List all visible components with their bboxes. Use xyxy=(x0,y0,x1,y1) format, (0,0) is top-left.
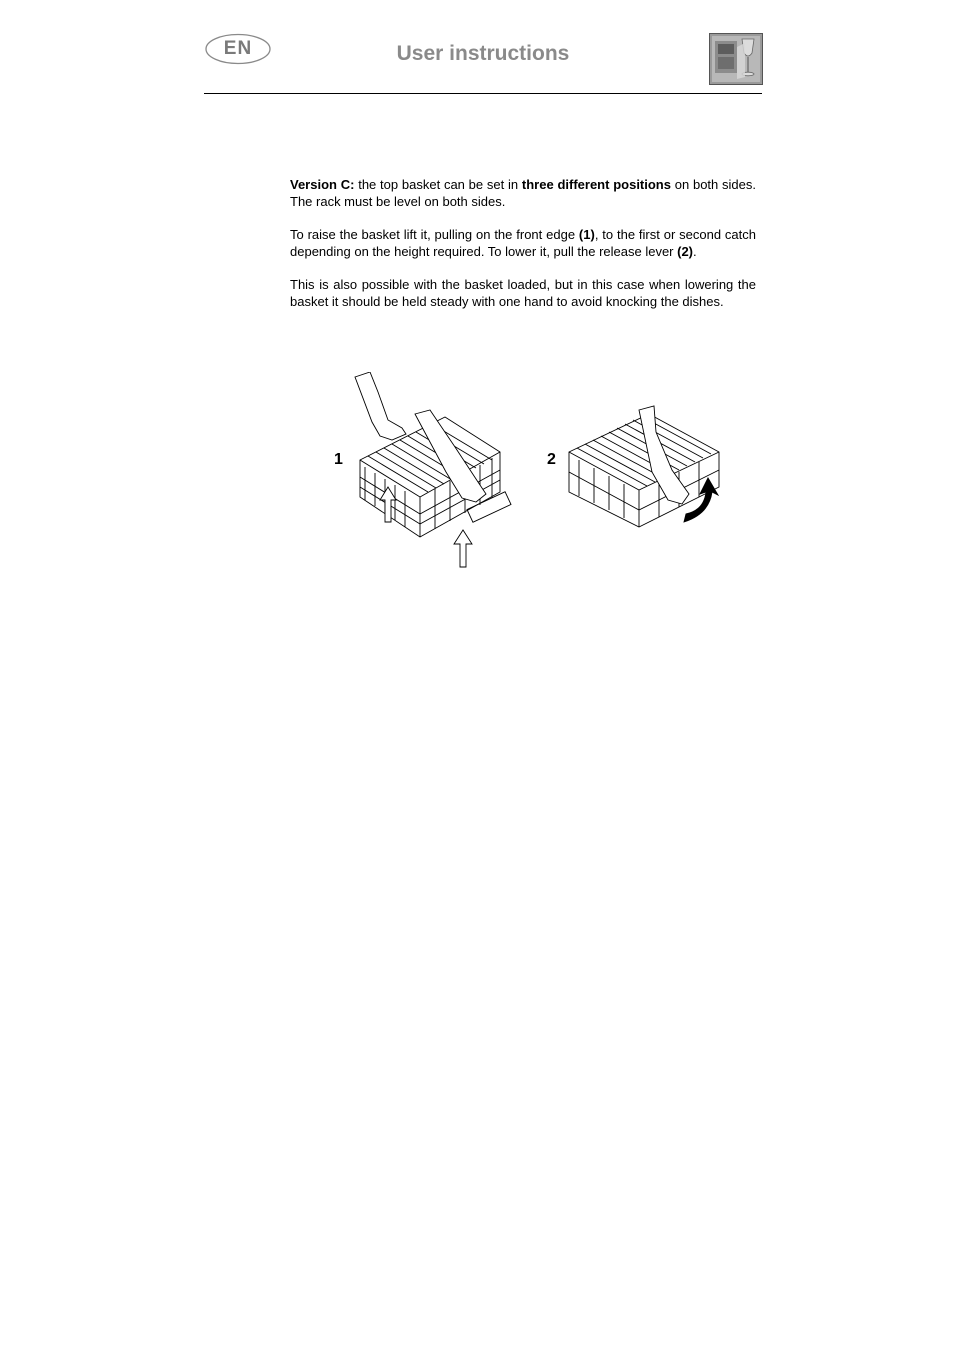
ref-1: (1) xyxy=(578,227,595,242)
p2-text-c: . xyxy=(693,244,697,259)
p1-text-b: on both sides. The rack must be level on both sides. xyxy=(290,177,756,209)
paragraph-version-c xyxy=(290,176,756,210)
basket-figures xyxy=(330,372,730,572)
p2-text-a: To raise the basket lift it, pulling on the front edge xyxy=(290,227,579,242)
paragraph-raise-lower xyxy=(290,226,756,260)
language-badge xyxy=(205,33,271,65)
version-label: Version C: xyxy=(290,177,355,192)
header-divider xyxy=(204,93,762,94)
p2-text-b: , to the first or second catch depending on the height required. To lower it, pull the release lever xyxy=(290,227,756,259)
instructions-text xyxy=(290,176,756,326)
basket-lift-illustration-icon xyxy=(350,372,540,572)
language-badge-label: EN xyxy=(223,38,253,59)
ref-2: (2) xyxy=(677,244,694,259)
figure-label-2: 2 xyxy=(547,451,556,468)
release-lever-illustration-icon xyxy=(564,402,724,542)
p1-text-a: the top basket can be set in xyxy=(354,177,522,192)
positions-emphasis: three different positions xyxy=(521,177,671,192)
paragraph-loaded-basket: This is also possible with the basket loaded, but in this case when lowering the basket it should be held steady with one hand to avoid knocking the dishes. xyxy=(290,277,756,309)
page-title: User instructions xyxy=(396,42,570,65)
dishwasher-glasses-icon xyxy=(709,33,763,85)
figure-label-1: 1 xyxy=(334,451,343,468)
